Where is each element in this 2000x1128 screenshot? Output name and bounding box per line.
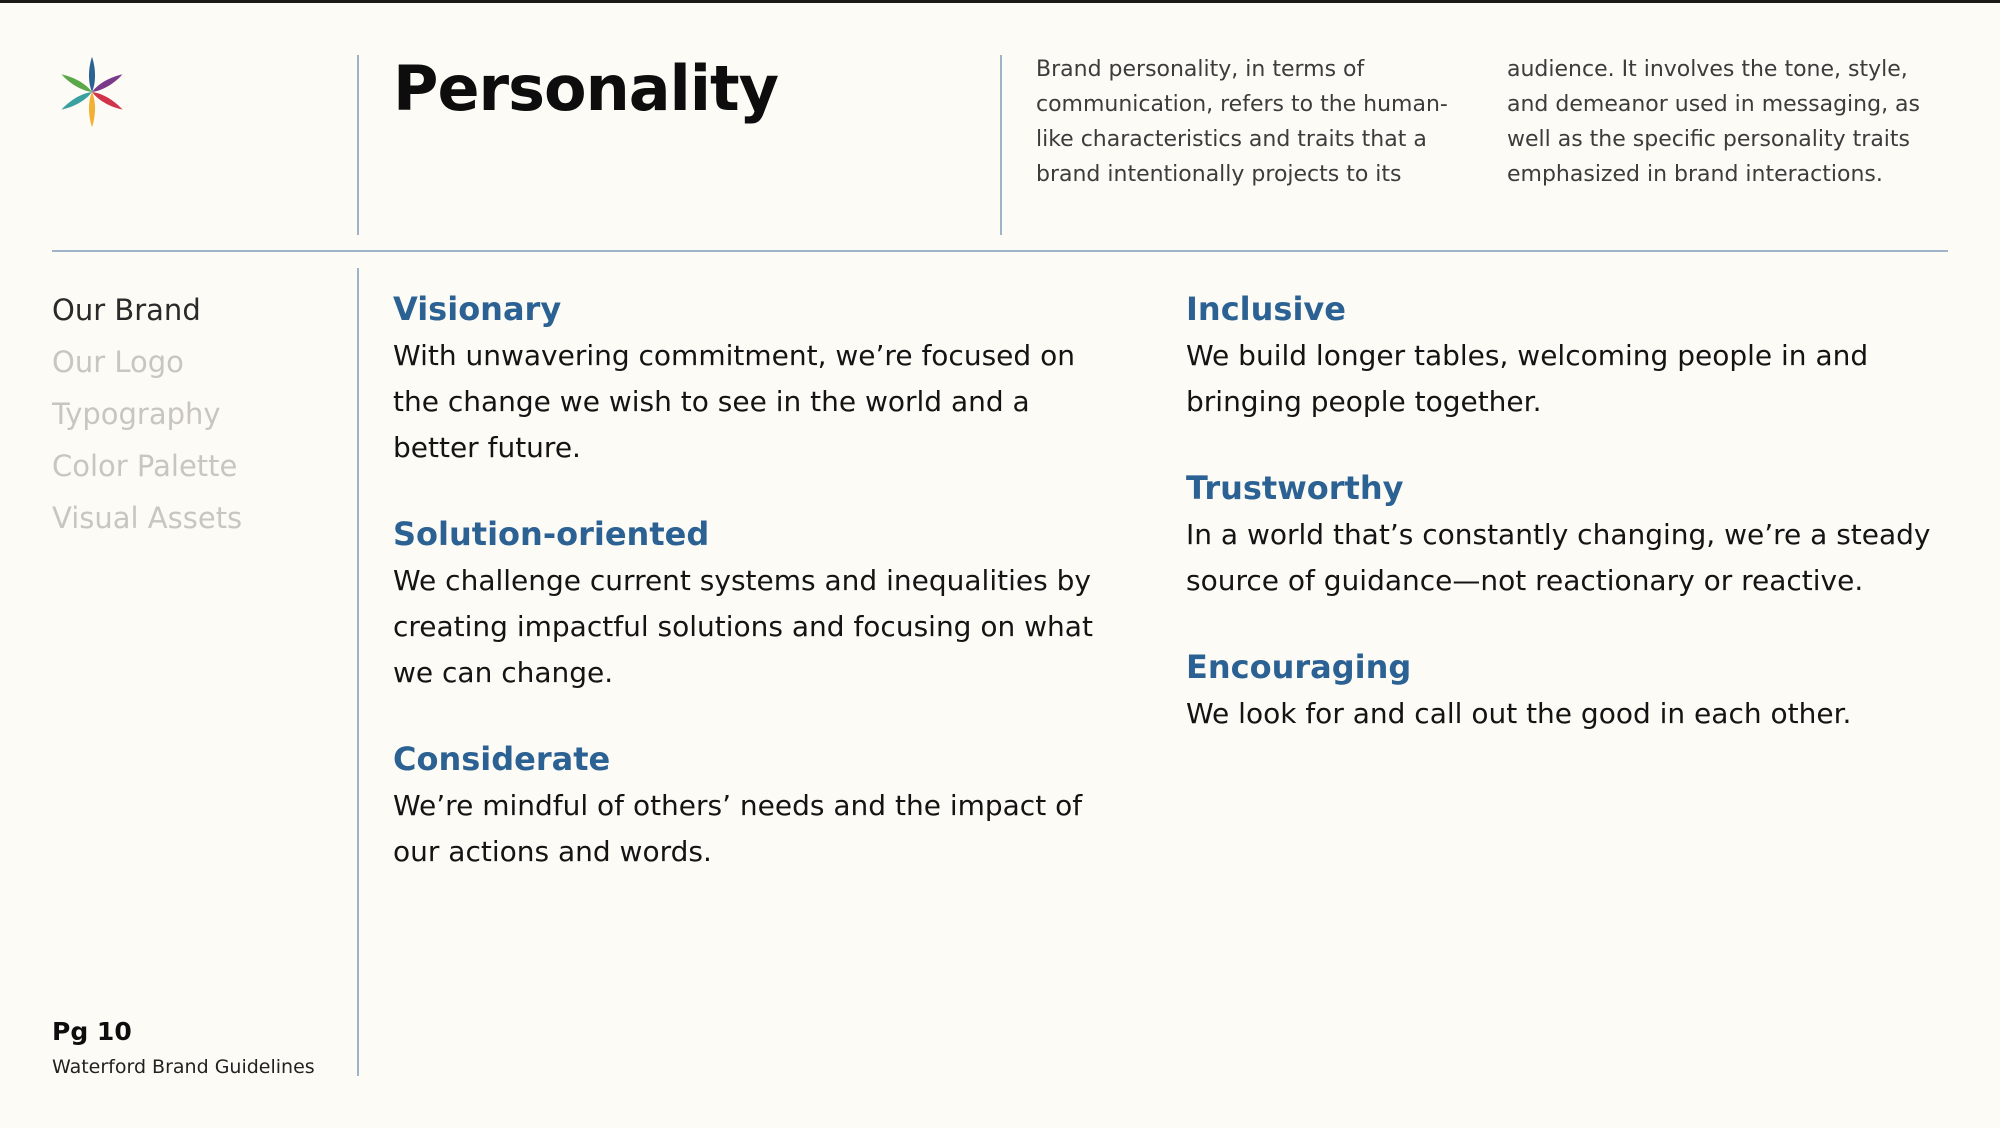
page-number: Pg 10 <box>52 1017 132 1046</box>
intro-text-col2: audience. It involves the tone, style, and demeanor used in messaging, as well as the specific personality traits emphasized in brand interactions. <box>1507 57 1921 187</box>
sidebar-item-visual-assets[interactable]: Visual Assets <box>52 501 243 535</box>
trait-body: In a world that’s constantly changing, we’re a steady source of guidance—not reactionary or reactive. <box>1186 518 1931 597</box>
trait-body: We look for and call out the good in each other. <box>1186 697 1852 730</box>
trait-encouraging <box>1186 645 1946 737</box>
trait-body: We build longer tables, welcoming people in and bringing people together. <box>1186 339 1869 418</box>
sidebar-item-our-brand[interactable]: Our Brand <box>52 293 201 327</box>
page-title: Personality <box>393 52 779 125</box>
sidebar-item-our-logo[interactable]: Our Logo <box>52 345 184 379</box>
trait-trustworthy <box>1186 466 1946 604</box>
trait-heading: Considerate <box>393 740 611 778</box>
sidebar-item-typography[interactable]: Typography <box>52 397 221 431</box>
divider-vertical-header-mid <box>1000 55 1002 235</box>
trait-considerate <box>393 737 1093 875</box>
document-name: Waterford Brand Guidelines <box>52 1056 315 1078</box>
divider-vertical-header-left <box>357 55 359 235</box>
trait-heading: Inclusive <box>1186 290 1346 328</box>
trait-solution-oriented <box>393 512 1093 696</box>
trait-body: With unwavering commitment, we’re focused on the change we wish to see in the world and a better future. <box>393 339 1075 464</box>
trait-heading: Visionary <box>393 290 562 328</box>
sidebar-item-color-palette[interactable]: Color Palette <box>52 449 238 483</box>
trait-heading: Solution-oriented <box>393 515 710 553</box>
flower-star-logo-icon <box>52 52 132 132</box>
trait-inclusive <box>1186 287 1946 425</box>
intro-text-col1: Brand personality, in terms of communication, refers to the human-like characteristics and traits that a brand intentionally projects to its <box>1036 57 1448 187</box>
top-border <box>0 0 2000 3</box>
sidebar-nav <box>52 284 242 544</box>
trait-heading: Trustworthy <box>1186 469 1404 507</box>
trait-visionary <box>393 287 1093 471</box>
trait-heading: Encouraging <box>1186 648 1412 686</box>
trait-body: We challenge current systems and inequalities by creating impactful solutions and focusing on what we can change. <box>393 564 1093 689</box>
divider-horizontal <box>52 250 1948 252</box>
divider-vertical-body <box>357 268 359 1076</box>
trait-body: We’re mindful of others’ needs and the impact of our actions and words. <box>393 789 1083 868</box>
